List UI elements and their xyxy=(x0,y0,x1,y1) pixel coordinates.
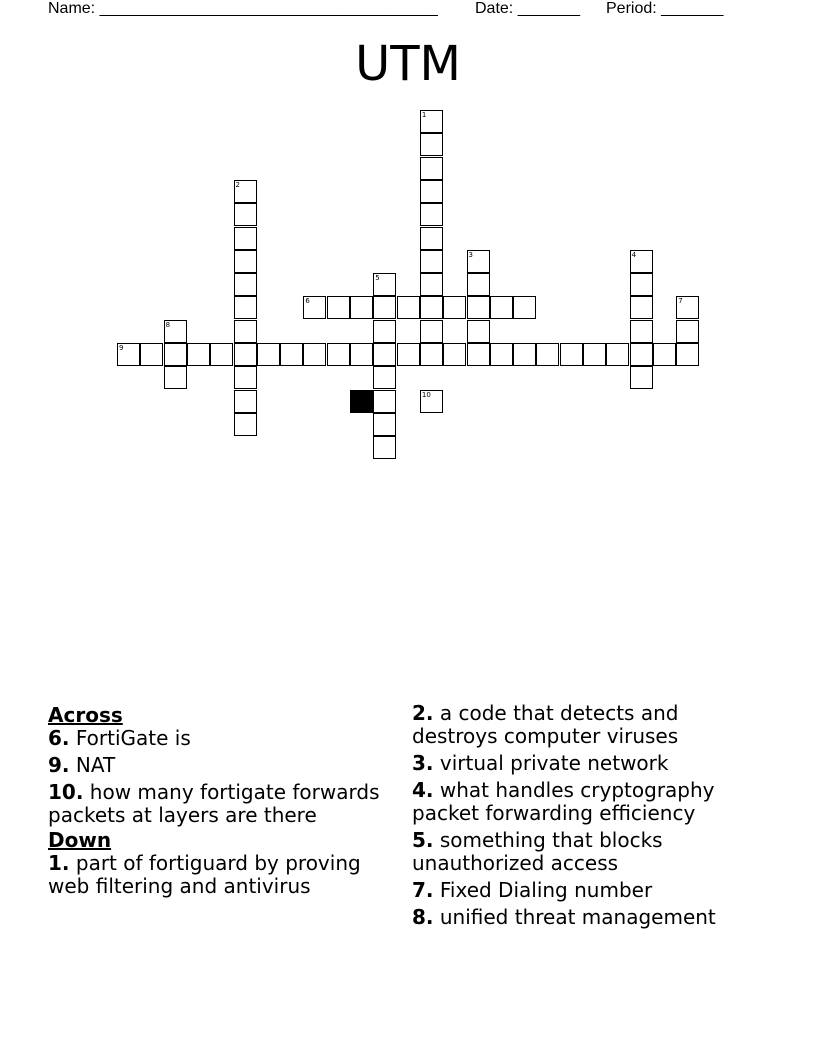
clue-number: 3 xyxy=(468,250,473,259)
puzzle-title: UTM xyxy=(355,36,461,92)
grid-cell[interactable] xyxy=(350,343,373,366)
grid-cell[interactable] xyxy=(303,343,326,366)
grid-cell[interactable] xyxy=(234,343,257,366)
name-field-label: Name: ______________________________________ xyxy=(48,0,438,17)
grid-cell[interactable] xyxy=(234,296,257,319)
grid-cell[interactable] xyxy=(420,110,443,133)
clue-number: 2 xyxy=(235,180,240,189)
grid-cell[interactable] xyxy=(467,296,490,319)
grid-cell[interactable] xyxy=(583,343,606,366)
grid-cell[interactable] xyxy=(630,343,653,366)
grid-cell[interactable] xyxy=(280,343,303,366)
grid-cell[interactable] xyxy=(513,343,536,366)
across-clue-10: 10. how many fortigate forwards packets at layers are there xyxy=(48,780,380,827)
clue-number: 10 xyxy=(421,390,431,399)
crossword-grid xyxy=(0,0,816,480)
black-cell xyxy=(350,390,373,413)
grid-cell[interactable] xyxy=(373,436,396,459)
across-clue-6: 6. FortiGate is xyxy=(48,726,191,750)
grid-cell[interactable] xyxy=(257,343,280,366)
grid-cell[interactable] xyxy=(164,343,187,366)
clue-number: 4 xyxy=(631,250,637,259)
grid-cell[interactable] xyxy=(420,320,443,343)
grid-cell[interactable] xyxy=(560,343,583,366)
grid-cell[interactable] xyxy=(234,273,257,296)
grid-cell[interactable] xyxy=(234,413,257,436)
grid-cell[interactable] xyxy=(140,343,163,366)
clue-number: 5 xyxy=(375,274,380,283)
clue-number: 1 xyxy=(421,111,427,119)
grid-cell[interactable] xyxy=(653,343,676,366)
grid-cell[interactable] xyxy=(467,320,490,343)
grid-cell[interactable] xyxy=(373,320,396,343)
grid-cell[interactable] xyxy=(630,296,653,319)
down-clue-4: 4. what handles cryptography packet forwarding efficiency xyxy=(412,778,715,825)
grid-cell[interactable] xyxy=(420,273,443,296)
down-clue-5: 5. something that blocks unauthorized access xyxy=(412,828,663,875)
grid-cell[interactable] xyxy=(536,343,559,366)
grid-cell[interactable] xyxy=(420,180,443,203)
grid-cell[interactable] xyxy=(373,273,396,296)
grid-cell[interactable] xyxy=(234,180,257,203)
down-clue-3: 3. virtual private network xyxy=(412,751,669,775)
grid-cell[interactable] xyxy=(630,320,653,343)
grid-cell[interactable] xyxy=(606,343,629,366)
grid-cell[interactable] xyxy=(373,296,396,319)
grid-cell[interactable] xyxy=(420,390,443,413)
grid-cell[interactable] xyxy=(443,343,466,366)
grid-cell[interactable] xyxy=(467,250,490,273)
grid-cell[interactable] xyxy=(164,320,187,343)
grid-cell[interactable] xyxy=(420,227,443,250)
grid-cell[interactable] xyxy=(467,273,490,296)
grid-cell[interactable] xyxy=(490,296,513,319)
grid-cell[interactable] xyxy=(234,227,257,250)
grid-cell[interactable] xyxy=(303,296,326,319)
across-clue-9: 9. NAT xyxy=(48,753,116,777)
down-heading: Down xyxy=(48,828,112,852)
clue-number: 8 xyxy=(165,320,171,329)
grid-cell[interactable] xyxy=(234,366,257,389)
down-clue-7: 7. Fixed Dialing number xyxy=(412,878,653,902)
grid-cell[interactable] xyxy=(350,296,373,319)
grid-cell[interactable] xyxy=(234,390,257,413)
grid-cell[interactable] xyxy=(373,413,396,436)
grid-cell[interactable] xyxy=(210,343,233,366)
grid-cell[interactable] xyxy=(513,296,536,319)
across-heading: Across xyxy=(48,703,123,727)
grid-cell[interactable] xyxy=(676,296,699,319)
grid-cell[interactable] xyxy=(187,343,210,366)
grid-cell[interactable] xyxy=(373,343,396,366)
grid-cell[interactable] xyxy=(327,296,350,319)
grid-cell[interactable] xyxy=(234,203,257,226)
clue-number: 9 xyxy=(119,344,124,352)
down-clue-2: 2. a code that detects and destroys computer viruses xyxy=(412,701,679,748)
grid-cell[interactable] xyxy=(676,343,699,366)
down-clue-8: 8. unified threat management xyxy=(412,905,716,929)
grid-cell[interactable] xyxy=(490,343,513,366)
grid-cell[interactable] xyxy=(676,320,699,343)
clues-right-column xyxy=(412,702,762,933)
grid-cell[interactable] xyxy=(630,366,653,389)
grid-cell[interactable] xyxy=(373,366,396,389)
grid-cell[interactable] xyxy=(420,296,443,319)
grid-cell[interactable] xyxy=(443,296,466,319)
grid-cell[interactable] xyxy=(467,343,490,366)
grid-cell[interactable] xyxy=(420,133,443,156)
grid-cell[interactable] xyxy=(630,250,653,273)
grid-cell[interactable] xyxy=(397,343,420,366)
grid-cell[interactable] xyxy=(164,366,187,389)
grid-cell[interactable] xyxy=(420,157,443,180)
grid-cell[interactable] xyxy=(373,390,396,413)
period-field-label: Period: _______ xyxy=(606,0,724,17)
grid-cell[interactable] xyxy=(397,296,420,319)
grid-cell[interactable] xyxy=(234,320,257,343)
grid-cell[interactable] xyxy=(234,250,257,273)
clue-number: 6 xyxy=(305,297,310,306)
date-field-label: Date: _______ xyxy=(475,0,580,17)
grid-cell[interactable] xyxy=(420,343,443,366)
grid-cell[interactable] xyxy=(327,343,350,366)
clue-number: 7 xyxy=(678,297,683,306)
grid-cell[interactable] xyxy=(630,273,653,296)
down-clue-1: 1. part of fortiguard by proving web filtering and antivirus xyxy=(48,851,361,898)
grid-cell[interactable] xyxy=(420,203,443,226)
grid-cell[interactable] xyxy=(117,343,140,366)
clues-left-column xyxy=(48,702,398,902)
grid-cell[interactable] xyxy=(420,250,443,273)
